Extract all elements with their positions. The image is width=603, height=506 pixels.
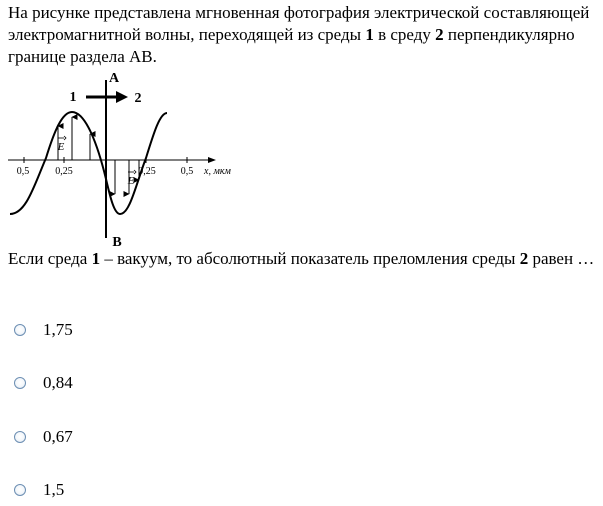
question-text	[8, 247, 600, 270]
tick-label-right-0-5: 0,5	[180, 166, 194, 177]
label-2: 2	[134, 91, 142, 106]
answer-label: 0,67	[43, 427, 73, 446]
tick-label-left-0-5: 0,5	[16, 166, 30, 177]
radio-button[interactable]	[14, 324, 26, 336]
svg-text:E: E	[57, 141, 65, 153]
propagation-arrowhead	[116, 91, 128, 103]
answer-option-2[interactable]	[12, 371, 73, 395]
x-axis-arrowhead	[208, 157, 216, 163]
label-a: A	[108, 71, 120, 86]
answer-label: 1,5	[43, 480, 65, 499]
label-b: B	[112, 235, 122, 250]
axis-label: x, мкм	[204, 166, 231, 177]
svg-text:E: E	[127, 175, 135, 187]
question-text-2: – вакуум, то абсолютный показатель преломления среды	[100, 249, 520, 268]
answer-option-3[interactable]	[12, 425, 73, 449]
medium-1-number: 1	[365, 25, 374, 44]
question-medium-2: 2	[519, 249, 529, 268]
answer-label: 1,75	[43, 320, 73, 339]
intro-text-1: На рисунке представлена мгновенная фотография электрической составляющей электромагнитной волны, переходящей из среды	[8, 3, 590, 44]
wave-figure	[0, 68, 250, 250]
label-1: 1	[69, 90, 77, 105]
vector-label-medium-2	[127, 170, 136, 187]
tick-label-right-0-25: 0,25	[138, 166, 156, 177]
answer-label: 0,84	[43, 373, 73, 392]
problem-statement	[8, 2, 598, 68]
answer-option-1[interactable]	[12, 318, 73, 342]
question-text-3: равен …	[528, 249, 595, 268]
radio-button[interactable]	[14, 484, 26, 496]
intro-text-3: перпендикулярно границе раздела АВ.	[8, 25, 575, 66]
answer-option-4[interactable]	[12, 478, 64, 502]
medium-2-number: 2	[435, 25, 444, 44]
radio-button[interactable]	[14, 377, 26, 389]
radio-button[interactable]	[14, 431, 26, 443]
question-medium-1: 1	[91, 249, 101, 268]
question-text-1: Если среда	[8, 249, 92, 268]
tick-label-left-0-25: 0,25	[55, 166, 73, 177]
intro-text-2: в среду	[373, 25, 436, 44]
